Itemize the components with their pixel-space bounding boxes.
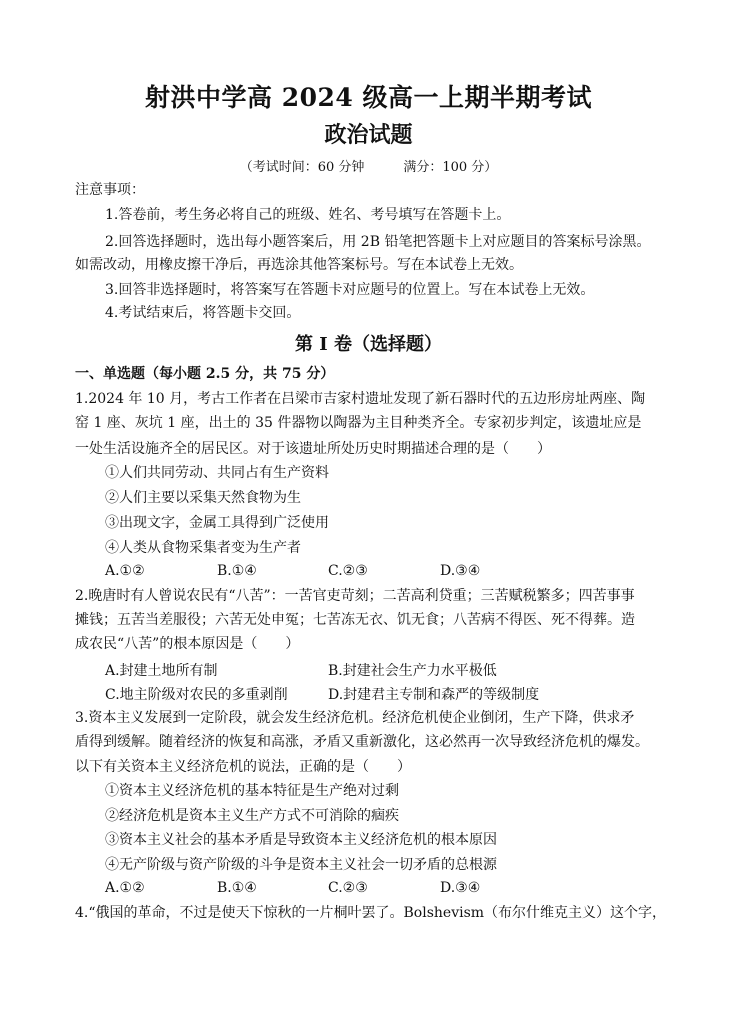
notice-item: 1.答卷前，考生务必将自己的班级、姓名、考号填写在答题卡上。 <box>105 207 511 223</box>
question-line: 摊钱；五苦当差服役；六苦无处申冤；七苦冻无衣、饥无食；八苦病不得医、死不得葬。造 <box>75 612 635 628</box>
statement-item: ①资本主义经济危机的基本特征是生产绝对过剩 <box>105 783 399 799</box>
question-line: 3.资本主义发展到一定阶段，就会发生经济危机。经济危机使企业倒闭，生产下降，供求矛 <box>75 710 635 726</box>
question-line: 窑 1 座、灰坑 1 座，出土的 35 件器物以陶器为主目种类齐全。专家初步判定，该遗址应是 <box>75 415 642 431</box>
question-line: 以下有关资本主义经济危机的说法，正确的是（ ） <box>75 759 411 775</box>
statement-item: ④人类从食物采集者变为生产者 <box>105 540 301 556</box>
question-line: 1.2024 年 10 月，考古工作者在吕梁市吉家村遗址发现了新石器时代的五边形房址两座、陶 <box>75 391 646 407</box>
notice-item: 2.回答选择题时，选出每小题答案后，用 2B 铅笔把答题卡上对应题目的答案标号涂黑。 <box>105 234 651 250</box>
answer-option-b: B.①④ <box>217 563 257 579</box>
answer-option-a: A.封建土地所有制 <box>105 663 218 679</box>
exam-time-and-score: （考试时间：60 分钟 满分：100 分） <box>239 160 498 175</box>
part-title: 一、单选题（每小题 2.5 分，共 75 分） <box>75 366 335 382</box>
statement-item: ②人们主要以采集天然食物为生 <box>105 490 301 506</box>
question-line: 成农民“八苦”的根本原因是（ ） <box>75 636 300 652</box>
answer-option-b: B.封建社会生产力水平极低 <box>328 663 497 679</box>
statement-item: ①人们共同劳动、共同占有生产资料 <box>105 465 329 481</box>
notice-item: 3.回答非选择题时，将答案写在答题卡对应题号的位置上。写在本试卷上无效。 <box>105 282 595 298</box>
question-line: 2.晚唐时有人曾说农民有“八苦”：一苦官吏苛刻；二苦高利贷重；三苦赋税繁多；四苦事事 <box>75 588 635 604</box>
question-line: 4.“俄国的革命，不过是使天下惊秋的一片桐叶罢了。Bolshevism（布尔什维克主义）这个字， <box>75 905 667 921</box>
question-line: 一处生活设施齐全的居民区。对于该遗址所处历史时期描述合理的是（ ） <box>75 441 551 457</box>
statement-item: ③出现文字，金属工具得到广泛使用 <box>105 515 329 531</box>
answer-option-d: D.③④ <box>440 880 481 896</box>
answer-option-c: C.②③ <box>328 880 368 896</box>
exam-subtitle: 政治试题 <box>324 122 413 148</box>
exam-title: 射洪中学高 2024 级高一上期半期考试 <box>145 83 592 112</box>
answer-option-d: D.③④ <box>440 563 481 579</box>
volume-title: 第 I 卷（选择题） <box>295 334 442 355</box>
question-line: 盾得到缓解。随着经济的恢复和高涨，矛盾又重新激化，这必然再一次导致经济危机的爆发。 <box>75 734 649 750</box>
notice-item: 如需改动，用橡皮擦干净后，再选涂其他答案标号。写在本试卷上无效。 <box>75 257 523 273</box>
answer-option-a: A.①② <box>105 563 145 579</box>
answer-option-d: D.封建君主专制和森严的等级制度 <box>328 687 540 703</box>
statement-item: ④无产阶级与资产阶级的斗争是资本主义社会一切矛盾的总根源 <box>105 857 497 873</box>
answer-option-c: C.②③ <box>328 563 368 579</box>
statement-item: ③资本主义社会的基本矛盾是导致资本主义经济危机的根本原因 <box>105 832 497 848</box>
notice-item: 4.考试结束后，将答题卡交回。 <box>105 305 301 321</box>
answer-option-c: C.地主阶级对农民的多重剥削 <box>105 687 288 703</box>
answer-option-a: A.①② <box>105 880 145 896</box>
answer-option-b: B.①④ <box>217 880 257 896</box>
statement-item: ②经济危机是资本主义生产方式不可消除的痼疾 <box>105 808 399 824</box>
notice-heading: 注意事项： <box>75 182 145 198</box>
